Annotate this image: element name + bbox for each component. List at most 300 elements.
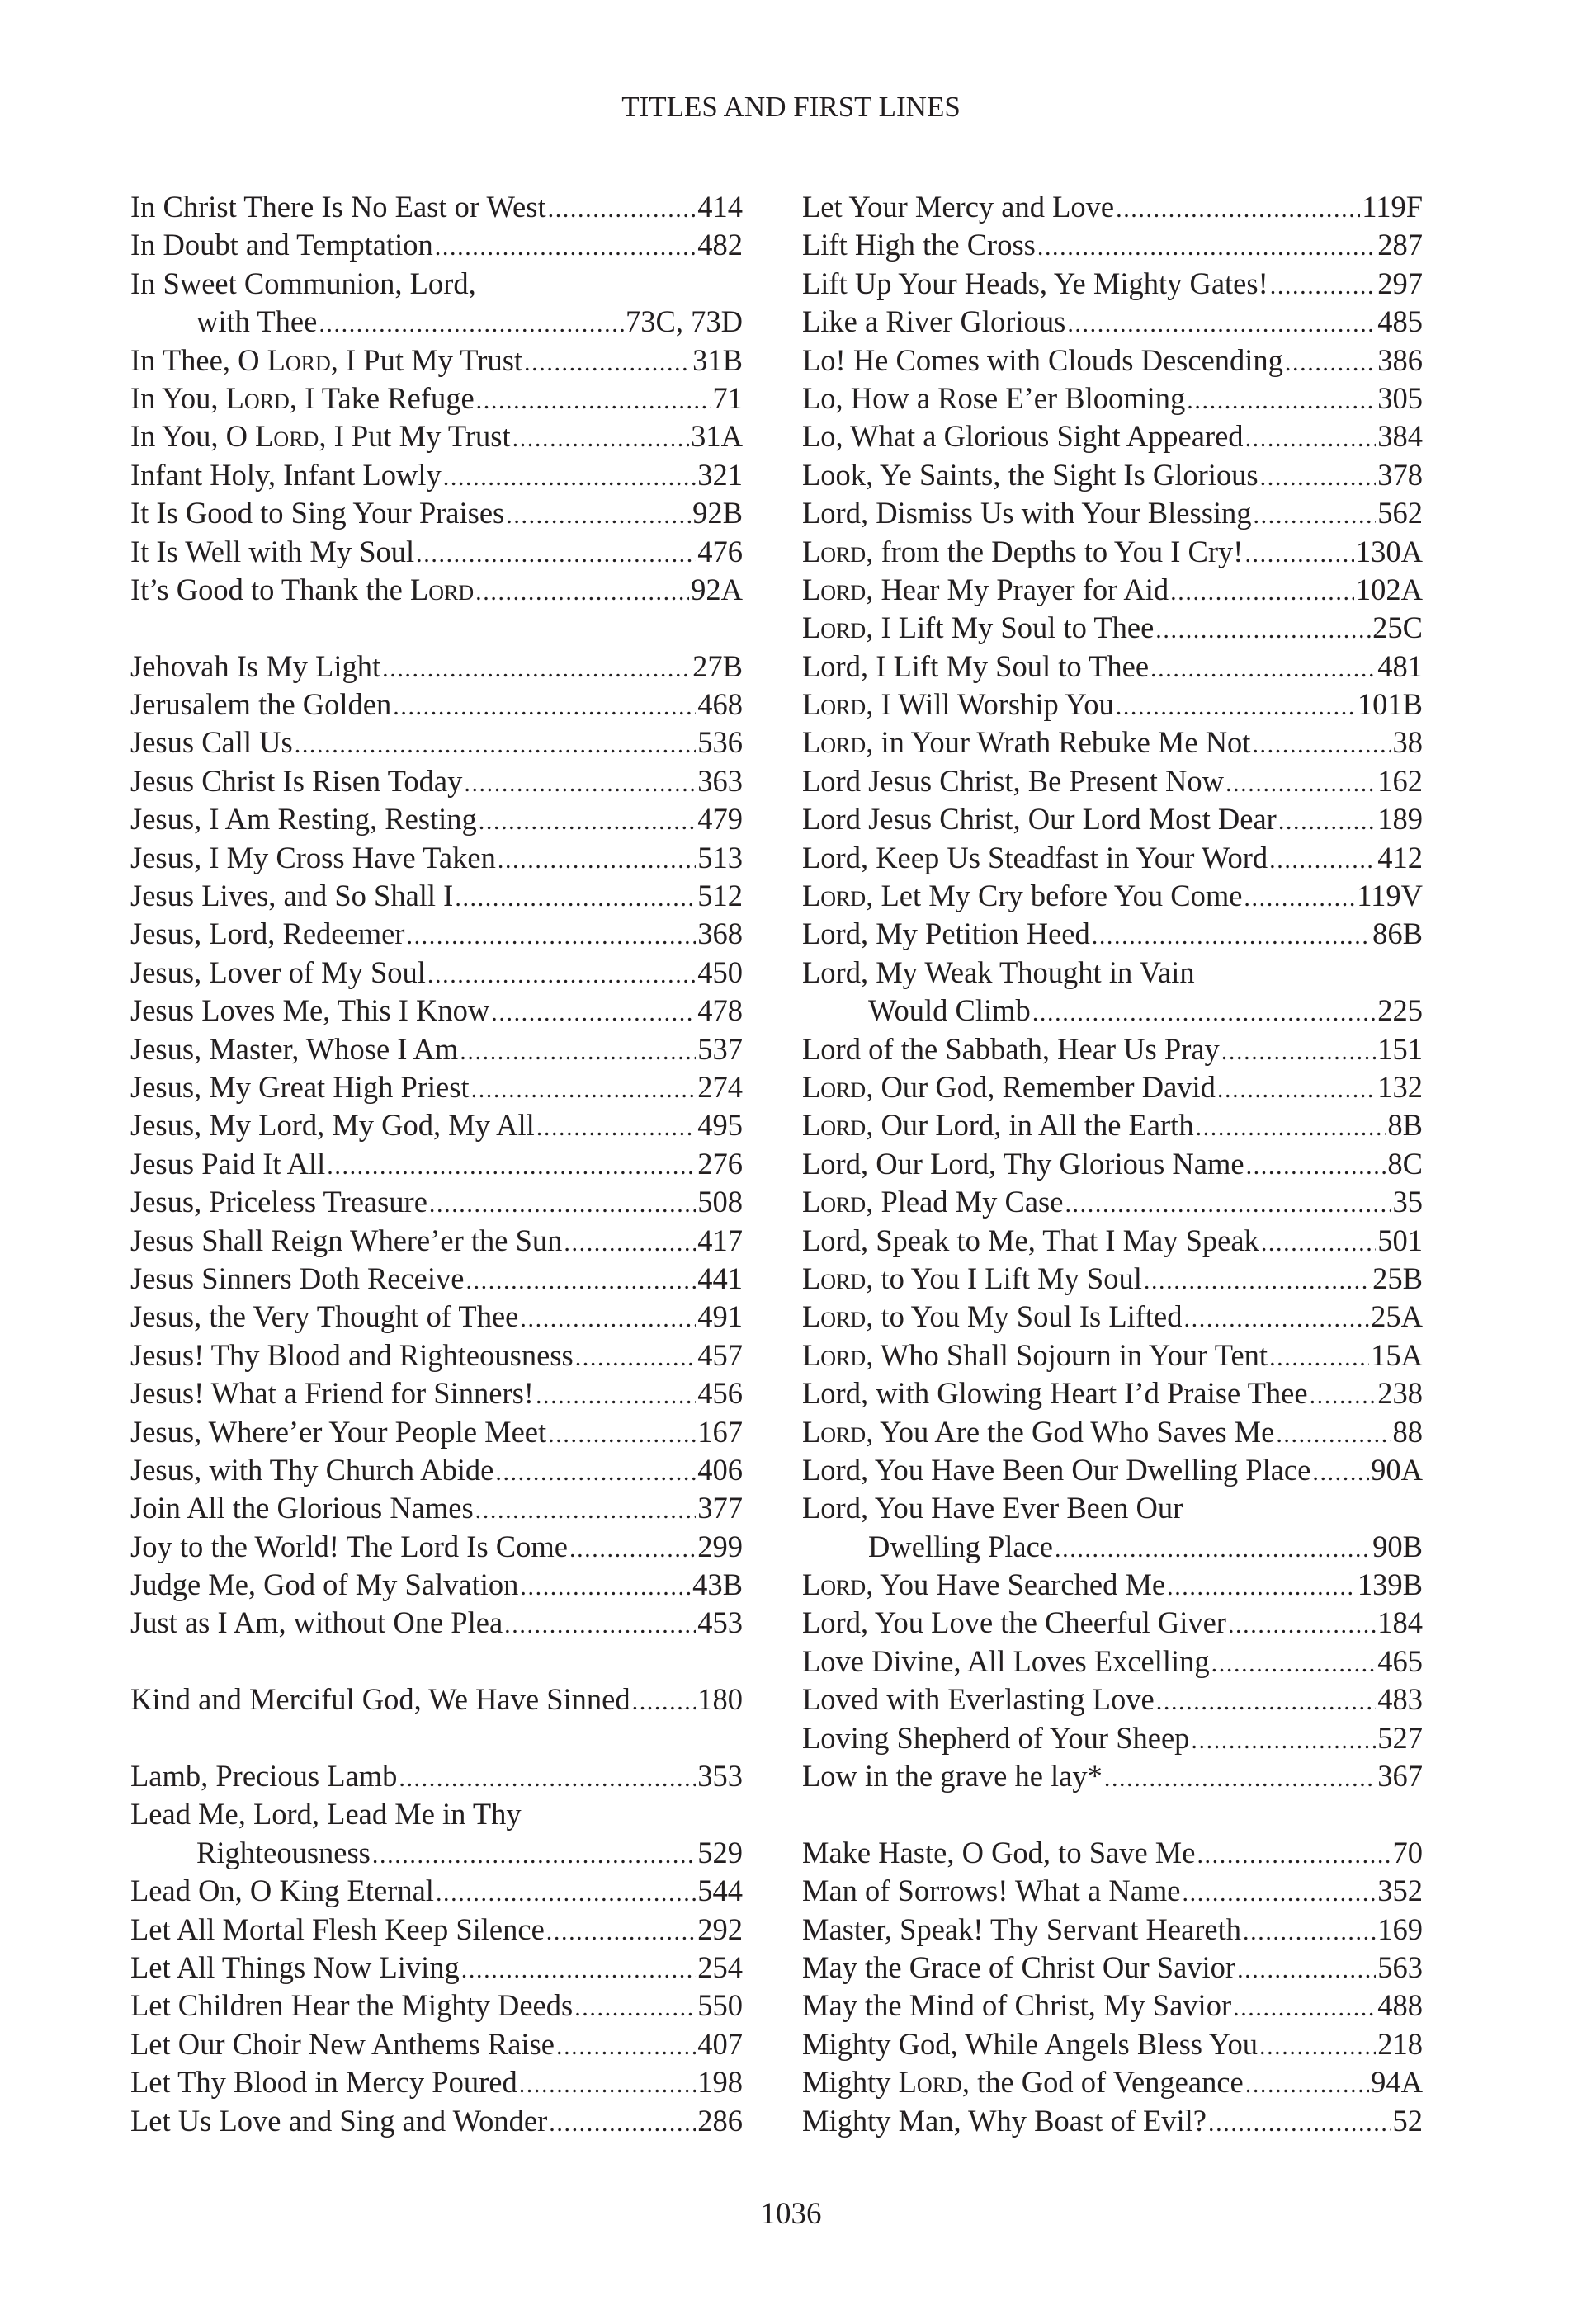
hymn-number: 513 — [697, 840, 743, 874]
dot-leader — [1261, 1224, 1376, 1260]
index-entry-continuation — [130, 1834, 743, 1872]
hymn-number: 321 — [697, 457, 743, 492]
divine-name-small-caps: Lord — [802, 1414, 867, 1449]
hymn-number: 180 — [697, 1682, 743, 1717]
hymn-title: It Is Well with My Soul — [130, 534, 415, 568]
hymn-title: Lord, You Are the God Who Saves Me — [802, 1414, 1275, 1449]
index-entry — [130, 648, 743, 686]
hymn-title: Lord, Our Lord, in All the Earth — [802, 1108, 1194, 1143]
dot-leader — [465, 1262, 696, 1298]
hymn-number: 479 — [697, 802, 743, 837]
hymn-number: 305 — [1377, 380, 1423, 415]
hymn-title: May the Mind of Christ, My Savior — [802, 1988, 1232, 2023]
dot-leader — [1184, 1300, 1370, 1336]
hymn-title: Jehovah Is My Light — [130, 648, 381, 683]
index-entry — [802, 1106, 1423, 1144]
index-entry — [802, 226, 1423, 264]
dot-leader — [575, 1339, 697, 1374]
dot-leader — [536, 1377, 696, 1412]
dot-leader — [1252, 726, 1391, 761]
hymn-number: 491 — [697, 1299, 743, 1334]
index-entry — [802, 1757, 1423, 1795]
divine-name-small-caps: Lord — [802, 1337, 867, 1372]
hymn-title: Lord, Our Lord, Thy Glorious Name — [802, 1146, 1244, 1181]
hymn-number: 468 — [697, 687, 743, 722]
hymn-title: Lord Jesus Christ, Be Present Now — [802, 763, 1224, 798]
hymn-number: 441 — [697, 1261, 743, 1295]
hymn-title: Lord, Hear My Prayer for Aid — [802, 572, 1169, 606]
hymn-title: Lamb, Precious Lamb — [130, 1759, 398, 1794]
index-entry — [130, 992, 743, 1030]
hymn-title: Lead Me, Lord, Lead Me in Thy — [130, 1797, 522, 1831]
index-entry — [130, 1757, 743, 1795]
divine-name-small-caps: Lord — [255, 419, 319, 454]
index-entry — [130, 1489, 743, 1527]
hymn-title: In You, O Lord, I Put My Trust — [130, 419, 511, 454]
hymn-title: In Doubt and Temptation — [130, 228, 433, 262]
hymn-title: Low in the grave he lay* — [802, 1759, 1103, 1794]
index-entry — [802, 494, 1423, 532]
hymn-title: Look, Ye Saints, the Sight Is Glorious — [802, 457, 1259, 492]
divine-name-small-caps: Lord — [802, 687, 867, 722]
hymn-title: Jesus, Master, Whose I Am — [130, 1031, 459, 1066]
hymn-number: 457 — [697, 1337, 743, 1372]
dot-leader — [1196, 1109, 1386, 1144]
index-entry — [802, 303, 1423, 341]
index-entry — [130, 1566, 743, 1604]
index-entry — [802, 1911, 1423, 1949]
dot-leader — [1270, 267, 1377, 303]
hymn-number: 363 — [697, 763, 743, 798]
index-entry — [802, 2063, 1423, 2101]
index-entry — [130, 1413, 743, 1451]
hymn-title: Lord, Plead My Case — [802, 1185, 1064, 1219]
hymn-number: 35 — [1392, 1185, 1423, 1219]
divine-name-small-caps: Lord — [802, 572, 867, 606]
index-entry — [802, 1643, 1423, 1681]
dot-leader — [549, 2105, 696, 2140]
hymn-number: 456 — [697, 1376, 743, 1411]
hymn-title: Righteousness — [196, 1835, 371, 1869]
index-entry-continuation — [802, 1528, 1423, 1566]
hymn-title: Jerusalem the Golden — [130, 687, 392, 722]
divine-name-small-caps: Lord — [802, 1299, 867, 1334]
index-entry — [802, 800, 1423, 838]
hymn-title: Lord, I Lift My Soul to Thee — [802, 648, 1150, 683]
dot-leader — [519, 2066, 697, 2101]
index-entry-first-line — [802, 1489, 1423, 1527]
hymn-number: 299 — [697, 1529, 743, 1563]
hymn-number: 52 — [1392, 2103, 1423, 2138]
index-entry — [130, 1336, 743, 1374]
dot-leader — [475, 1492, 697, 1527]
index-entry — [802, 686, 1423, 724]
hymn-number: 92A — [691, 572, 743, 606]
hymn-number: 94A — [1371, 2065, 1423, 2100]
hymn-number: 406 — [697, 1452, 743, 1487]
index-entry — [130, 417, 743, 455]
hymn-number: 31A — [691, 419, 743, 454]
index-entry — [802, 1260, 1423, 1298]
hymn-title: Lord, You Have Been Our Dwelling Place — [802, 1452, 1311, 1487]
hymn-title: Jesus Lives, and So Shall I — [130, 879, 454, 913]
dot-leader — [1237, 1951, 1376, 1987]
dot-leader — [632, 1683, 697, 1718]
hymn-title: Jesus, Where’er Your People Meet — [130, 1414, 547, 1449]
hymn-number: 353 — [697, 1759, 743, 1794]
letter-group-gap — [130, 1643, 743, 1681]
dot-leader — [1269, 1339, 1369, 1374]
hymn-number: 368 — [697, 917, 743, 951]
hymn-number: 43B — [692, 1567, 743, 1602]
hymn-title: May the Grace of Christ Our Savior — [802, 1949, 1236, 1984]
hymn-title: Mighty Man, Why Boast of Evil? — [802, 2103, 1207, 2138]
index-entry — [130, 1030, 743, 1068]
index-entry — [130, 2063, 743, 2101]
index-entry — [130, 1911, 743, 1949]
hymn-number: 71 — [712, 380, 743, 415]
dot-leader — [295, 726, 697, 761]
index-entry — [130, 686, 743, 724]
letter-group-gap — [130, 1719, 743, 1757]
hymn-title: Join All the Glorious Names — [130, 1491, 474, 1525]
dot-leader — [546, 1913, 696, 1949]
hymn-number: 254 — [697, 1949, 743, 1984]
index-entry — [802, 1336, 1423, 1374]
hymn-number: 88 — [1392, 1414, 1423, 1449]
hymn-number: 482 — [697, 228, 743, 262]
dot-leader — [1167, 1568, 1356, 1604]
divine-name-small-caps: Lord — [802, 1261, 867, 1295]
hymn-number: 38 — [1392, 725, 1423, 760]
dot-leader — [475, 573, 689, 609]
dot-leader — [1285, 344, 1376, 379]
index-entry — [130, 1374, 743, 1412]
dot-leader — [1211, 1645, 1377, 1681]
hymn-number: 377 — [697, 1491, 743, 1525]
index-entry — [802, 877, 1423, 915]
index-entry — [130, 1987, 743, 2025]
index-entry — [130, 494, 743, 532]
letter-group-gap — [802, 1795, 1423, 1833]
index-entry-first-line — [130, 1795, 743, 1833]
index-entry — [802, 533, 1423, 571]
hymn-title: Jesus Sinners Doth Receive — [130, 1261, 465, 1295]
dot-leader — [548, 191, 697, 226]
dot-leader — [1278, 803, 1376, 838]
divine-name-small-caps: Lord — [802, 1567, 867, 1602]
hymn-number: 73C, 73D — [626, 304, 743, 339]
hymn-number: 15A — [1371, 1337, 1423, 1372]
dot-leader — [476, 382, 711, 417]
index-entry — [802, 1030, 1423, 1068]
index-entry — [130, 456, 743, 494]
hymn-title: It Is Good to Sing Your Praises — [130, 496, 505, 530]
hymn-title: Let Our Choir New Anthems Raise — [130, 2026, 555, 2061]
index-entry — [130, 1872, 743, 1910]
hymn-title: Jesus, My Lord, My God, My All — [130, 1108, 535, 1143]
hymn-number: 386 — [1377, 342, 1423, 377]
index-entry — [130, 1528, 743, 1566]
hymn-title: Jesus, I My Cross Have Taken — [130, 840, 496, 874]
hymn-number: 90A — [1371, 1452, 1423, 1487]
hymn-title: Just as I Am, without One Plea — [130, 1605, 503, 1640]
hymn-number: 378 — [1377, 457, 1423, 492]
dot-leader — [382, 650, 691, 686]
index-entry — [802, 762, 1423, 800]
hymn-title: Judge Me, God of My Salvation — [130, 1567, 519, 1602]
hymn-title: Lo, What a Glorious Sight Appeared — [802, 419, 1244, 454]
divine-name-small-caps: Lord — [409, 572, 475, 606]
hymn-title: In Sweet Communion, Lord, — [130, 266, 476, 300]
index-entry — [130, 1451, 743, 1489]
index-entry — [130, 954, 743, 992]
index-entry — [802, 1834, 1423, 1872]
hymn-title: Lord, from the Depths to You I Cry! — [802, 534, 1244, 568]
hymn-number: 450 — [697, 955, 743, 989]
hymn-title: Jesus! Thy Blood and Righteousness — [130, 1337, 574, 1372]
hymn-title: Jesus Paid It All — [130, 1146, 326, 1181]
hymn-number: 501 — [1377, 1223, 1423, 1257]
hymn-title: Love Divine, All Loves Excelling — [802, 1643, 1210, 1678]
index-entry — [802, 571, 1423, 609]
hymn-title: Lord, My Petition Heed — [802, 917, 1090, 951]
dot-leader — [1144, 1262, 1371, 1298]
dot-leader — [393, 688, 696, 724]
index-entry — [130, 1604, 743, 1642]
dot-leader — [443, 459, 697, 494]
dot-leader — [1246, 1148, 1386, 1183]
hymn-number: 478 — [697, 993, 743, 1028]
hymn-number: 274 — [697, 1069, 743, 1104]
hymn-number: 352 — [1377, 1874, 1423, 1908]
hymn-number: 92B — [692, 496, 743, 530]
page-number: 1036 — [760, 2197, 822, 2231]
hymn-title: Joy to the World! The Lord Is Come — [130, 1529, 568, 1563]
hymn-number: 414 — [697, 190, 743, 224]
hymn-number: 495 — [697, 1108, 743, 1143]
hymn-title: Lord, Our God, Remember David — [802, 1069, 1216, 1104]
dot-leader — [1254, 497, 1377, 532]
dot-leader — [429, 1186, 696, 1221]
dot-leader — [479, 803, 696, 838]
index-entry — [130, 342, 743, 379]
index-entry — [802, 1298, 1423, 1336]
dot-leader — [1032, 994, 1376, 1030]
hymn-title: Jesus, Priceless Treasure — [130, 1185, 427, 1219]
hymn-number: 412 — [1377, 840, 1423, 874]
index-entry — [130, 762, 743, 800]
index-entry — [802, 724, 1423, 761]
hymn-title: Lord, Who Shall Sojourn in Your Tent — [802, 1337, 1268, 1372]
dot-leader — [1244, 535, 1353, 571]
index-entry — [130, 379, 743, 417]
hymn-title: Lift Up Your Heads, Ye Mighty Gates! — [802, 266, 1268, 300]
index-entry — [130, 1298, 743, 1336]
index-entry-continuation — [130, 303, 743, 341]
hymn-title: Infant Holy, Infant Lowly — [130, 457, 442, 492]
hymn-number: 297 — [1377, 266, 1423, 300]
index-entry — [130, 2102, 743, 2140]
hymn-number: 25B — [1372, 1261, 1423, 1295]
index-entry — [802, 417, 1423, 455]
dot-leader — [435, 229, 696, 264]
dot-leader — [1092, 917, 1371, 953]
dot-leader — [1259, 2028, 1376, 2063]
index-entry — [130, 1145, 743, 1183]
index-entry — [802, 1987, 1423, 2025]
dot-leader — [1225, 765, 1376, 800]
hymn-title: Mighty Lord, the God of Vengeance — [802, 2065, 1244, 2100]
dot-leader — [1116, 688, 1356, 724]
hymn-title: Jesus Christ Is Risen Today — [130, 763, 463, 798]
dot-leader — [1116, 191, 1360, 226]
dot-leader — [455, 879, 696, 915]
index-entry — [130, 533, 743, 571]
hymn-title: In You, Lord, I Take Refuge — [130, 380, 475, 415]
hymn-title: Lord of the Sabbath, Hear Us Pray — [802, 1031, 1220, 1066]
divine-name-small-caps: Lord — [802, 1108, 867, 1143]
hymn-number: 384 — [1377, 419, 1423, 454]
hymn-number: 512 — [697, 879, 743, 913]
dot-leader — [556, 2028, 696, 2063]
hymn-title: Lord, in Your Wrath Rebuke Me Not — [802, 725, 1251, 760]
hymn-title: Like a River Glorious — [802, 304, 1066, 339]
hymn-title: Jesus, with Thy Church Abide — [130, 1452, 494, 1487]
hymn-title: Let All Mortal Flesh Keep Silence — [130, 1912, 545, 1946]
hymn-number: 86B — [1372, 917, 1423, 951]
divine-name-small-caps: Lord — [802, 534, 867, 568]
index-entry — [802, 1719, 1423, 1757]
index-entry — [802, 379, 1423, 417]
hymn-title: Lord, Let My Cry before You Come — [802, 879, 1243, 913]
hymn-number: 483 — [1377, 1682, 1423, 1717]
dot-leader — [464, 765, 696, 800]
hymn-number: 8B — [1387, 1108, 1423, 1143]
hymn-number: 453 — [697, 1605, 743, 1640]
hymn-title: Lord, I Lift My Soul to Thee — [802, 610, 1155, 645]
index-entry — [130, 1183, 743, 1221]
hymn-title: Lord, to You My Soul Is Lifted — [802, 1299, 1183, 1334]
dot-leader — [569, 1530, 696, 1566]
dot-leader — [1310, 1377, 1377, 1412]
hymn-number: 537 — [697, 1031, 743, 1066]
hymn-title: Mighty God, While Angels Bless You — [802, 2026, 1258, 2061]
dot-leader — [406, 917, 696, 953]
hymn-title: Jesus! What a Friend for Sinners! — [130, 1376, 534, 1411]
hymn-number: 167 — [697, 1414, 743, 1449]
hymn-title: Lord, to You I Lift My Soul — [802, 1261, 1142, 1295]
divine-name-small-caps: Lord — [225, 380, 290, 415]
hymn-number: 101B — [1357, 687, 1423, 722]
index-entry-first-line — [130, 265, 743, 303]
hymn-number: 563 — [1377, 1949, 1423, 1984]
hymn-number: 8C — [1387, 1146, 1423, 1181]
hymn-title: Kind and Merciful God, We Have Sinned — [130, 1682, 630, 1717]
index-entry — [802, 342, 1423, 379]
hymn-number: 25C — [1372, 610, 1423, 645]
hymn-number: 488 — [1377, 1988, 1423, 2023]
hymn-number: 119F — [1362, 190, 1423, 224]
dot-leader — [1245, 2066, 1369, 2101]
hymn-title: Lord, Speak to Me, That I May Speak — [802, 1223, 1259, 1257]
divine-name-small-caps: Lord — [267, 342, 331, 377]
hymn-number: 27B — [692, 648, 743, 683]
index-entry — [802, 1566, 1423, 1604]
index-entry-continuation — [802, 992, 1423, 1030]
hymn-title: Lord, My Weak Thought in Vain — [802, 955, 1195, 989]
index-column-left — [130, 188, 743, 2140]
hymn-number: 508 — [697, 1185, 743, 1219]
hymn-title: Would Climb — [868, 993, 1031, 1028]
dot-leader — [1233, 1989, 1376, 2025]
hymn-title: Jesus, the Very Thought of Thee — [130, 1299, 519, 1334]
index-entry — [802, 609, 1423, 647]
dot-leader — [461, 1951, 696, 1987]
index-entry — [802, 1604, 1423, 1642]
index-entry — [802, 1451, 1423, 1489]
hymn-number: 481 — [1377, 648, 1423, 683]
hymn-title: Let Your Mercy and Love — [802, 190, 1115, 224]
index-entry — [802, 1872, 1423, 1910]
hymn-title: Man of Sorrows! What a Name — [802, 1874, 1181, 1908]
hymn-number: 465 — [1377, 1643, 1423, 1678]
dot-leader — [536, 1109, 697, 1144]
hymn-number: 286 — [697, 2103, 743, 2138]
hymn-number: 162 — [1377, 763, 1423, 798]
hymn-title: Make Haste, O God, to Save Me — [802, 1835, 1196, 1869]
index-entry — [130, 800, 743, 838]
hymn-number: 31B — [692, 342, 743, 377]
hymn-number: 485 — [1377, 304, 1423, 339]
index-entry — [130, 1949, 743, 1987]
hymn-number: 25A — [1371, 1299, 1423, 1334]
hymn-number: 529 — [697, 1835, 743, 1869]
dot-leader — [372, 1836, 696, 1872]
hymn-title: with Thee — [196, 304, 318, 339]
divine-name-small-caps: Lord — [898, 2065, 962, 2100]
hymn-title: Let Children Hear the Mighty Deeds — [130, 1988, 574, 2023]
dot-leader — [1183, 1874, 1377, 1910]
hymn-title: Loved with Everlasting Love — [802, 1682, 1155, 1717]
divine-name-small-caps: Lord — [802, 725, 867, 760]
dot-leader — [1245, 420, 1377, 455]
index-entry — [130, 1068, 743, 1106]
hymn-title: It’s Good to Thank the Lord — [130, 572, 475, 606]
dot-leader — [1156, 1683, 1377, 1718]
hymn-number: 562 — [1377, 496, 1423, 530]
dot-leader — [1155, 611, 1371, 647]
dot-leader — [504, 1606, 696, 1642]
hymn-number: 407 — [697, 2026, 743, 2061]
hymn-title: Lord Jesus Christ, Our Lord Most Dear — [802, 802, 1277, 837]
hymn-title: Lord, Keep Us Steadfast in Your Word — [802, 840, 1268, 874]
index-entry — [802, 839, 1423, 877]
index-entry — [130, 1681, 743, 1718]
dot-leader — [1187, 382, 1376, 417]
hymn-title: Let Thy Blood in Mercy Poured — [130, 2065, 517, 2100]
index-entry — [802, 1681, 1423, 1718]
hymn-title: Let All Things Now Living — [130, 1949, 460, 1984]
dot-leader — [1104, 1760, 1376, 1795]
hymn-title: Let Us Love and Sing and Wonder — [130, 2103, 548, 2138]
hymn-number: 225 — [1377, 993, 1423, 1028]
index-entry — [130, 724, 743, 761]
page-title: TITLES AND FIRST LINES — [621, 91, 961, 123]
index-entry — [802, 915, 1423, 953]
index-entry — [130, 839, 743, 877]
dot-leader — [1228, 1606, 1376, 1642]
